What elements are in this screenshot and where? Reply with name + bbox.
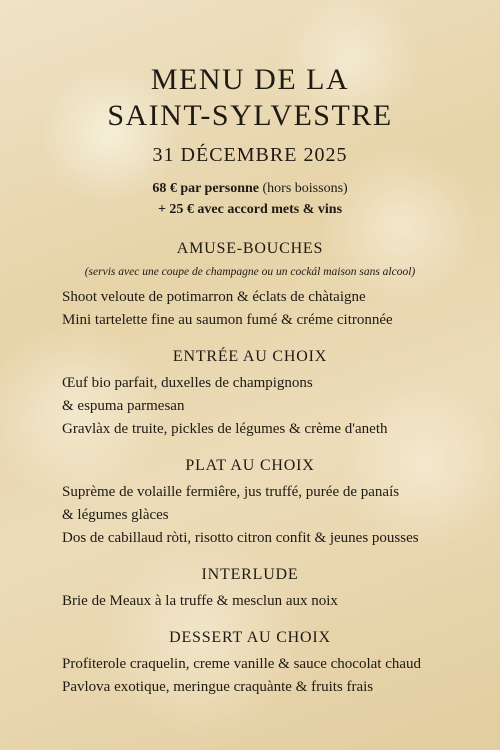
price-line bbox=[0, 178, 500, 199]
section-entree bbox=[0, 346, 500, 441]
price-block bbox=[0, 178, 500, 220]
menu-date: 31 DÉCEMBRE 2025 bbox=[152, 144, 348, 166]
menu-item: Pavlova exotique, meringue craquànte & fruits frais bbox=[62, 679, 374, 695]
menu-title bbox=[0, 62, 500, 134]
section-title: AMUSE-BOUCHES bbox=[176, 240, 324, 257]
section-title: PLAT AU CHOIX bbox=[185, 457, 315, 474]
price-amount: 68 € par personne bbox=[152, 181, 260, 196]
section-items bbox=[0, 590, 500, 613]
section-title: DESSERT AU CHOIX bbox=[169, 629, 331, 646]
section-dessert bbox=[0, 627, 500, 699]
menu-item: & légumes glàces bbox=[62, 507, 169, 523]
wine-pairing-label: + 25 € avec accord mets & vins bbox=[157, 202, 343, 217]
menu-item: Brie de Meaux à la truffe & mesclun aux noix bbox=[62, 593, 338, 609]
section-items bbox=[0, 481, 500, 550]
menu-item: Dos de cabillaud ròti, risotto citron confit & jeunes pousses bbox=[62, 530, 419, 546]
section-title: INTERLUDE bbox=[201, 566, 299, 583]
menu-item: Œuf bio parfait, duxelles de champignons bbox=[62, 375, 313, 391]
wine-pairing-price bbox=[0, 199, 500, 220]
section-items bbox=[0, 286, 500, 332]
menu-title-line1: MENU DE LA bbox=[150, 63, 350, 96]
section-note: (servis avec une coupe de champagne ou un cockál maison sans alcool) bbox=[84, 266, 416, 278]
section-items bbox=[0, 372, 500, 441]
price-note: (hors boissons) bbox=[262, 181, 348, 196]
menu-item: Shoot veloute de potimarron & éclats de chàtaigne bbox=[62, 289, 366, 305]
section-items bbox=[0, 653, 500, 699]
section-amuse-bouches bbox=[0, 238, 500, 332]
menu-item: & espuma parmesan bbox=[62, 398, 185, 414]
menu-item: Suprème de volaille fermiêre, jus truffé, purée de panaís bbox=[62, 484, 400, 500]
section-plat bbox=[0, 455, 500, 550]
menu-item: Profiterole craquelin, creme vanille & sauce chocolat chaud bbox=[62, 656, 422, 672]
menu-item: Mini tartelette fine au saumon fumé & créme citronnée bbox=[62, 312, 393, 328]
menu-title-line2: SAINT-SYLVESTRE bbox=[107, 99, 393, 132]
section-title: ENTRÉE AU CHOIX bbox=[172, 348, 328, 365]
section-interlude bbox=[0, 564, 500, 613]
menu-item: Gravlàx de truite, pickles de légumes & crème d'aneth bbox=[62, 421, 388, 437]
